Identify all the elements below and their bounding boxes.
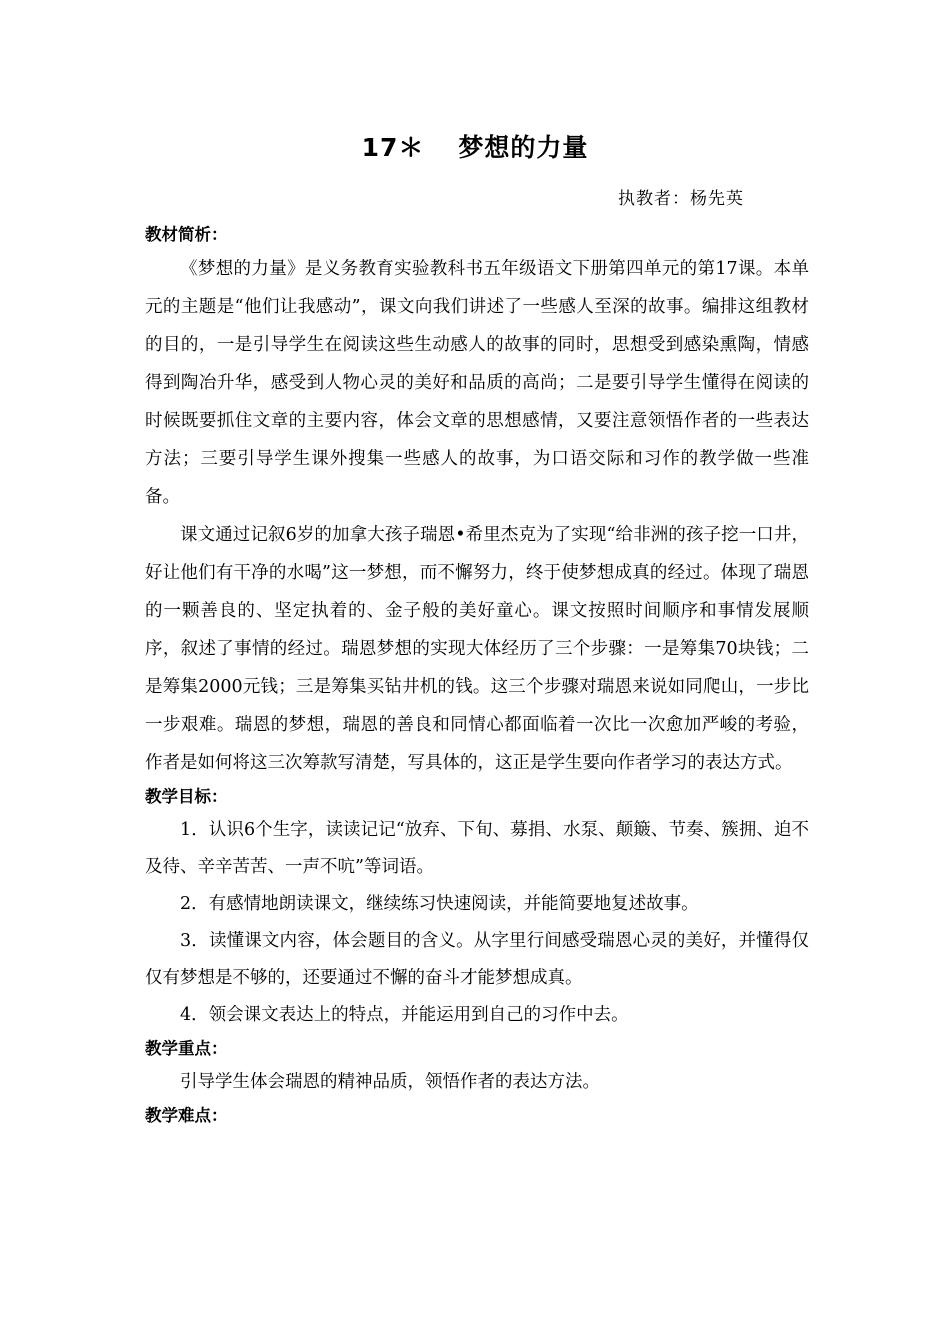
teacher-line: 执教者：杨先英 — [618, 189, 744, 209]
section-heading-key-points: 教学重点： — [145, 1039, 228, 1058]
goal-item-4: 4．领会课文表达上的特点，并能运用到自己的习作中去。 — [180, 1005, 629, 1025]
key-points-text: 引导学生体会瑞恩的精神品质，领悟作者的表达方法。 — [180, 1072, 600, 1092]
lesson-number: 17＊ — [361, 133, 425, 162]
section-heading-textbook: 教材简析： — [145, 225, 228, 244]
lesson-title: 梦想的力量 — [458, 133, 589, 162]
textbook-paragraph-2: 课文通过记叙6岁的加拿大孩子瑞恩•希里杰克为了实现“给非洲的孩子挖一口井，好让他们有干净的水喝”这一梦想，而不懈努力，终于使梦想成真的经过。体现了瑞恩的一颗善良的、坚定执着的、金子般的美好童心。课文按照时间顺序和事情发展顺序，叙述了事情的经过。瑞恩梦想的实现大体经历了三个步骤：一是筹集70块钱；二是筹集2000元钱；三是筹集买钻井机的钱。这三个步骤对瑞恩来说如同爬山，一步比一步艰难。瑞恩的梦想，瑞恩的善良和同情心都面临着一次比一次愈加严峻的考验，作者是如何将这三次筹款写清楚，写具体的，这正是学生要向作者学习的表达方式。 — [145, 525, 809, 773]
section-heading-goals: 教学目标： — [145, 787, 228, 806]
goal-item-2: 2．有感情地朗读课文，继续练习快速阅读，并能简要地复述故事。 — [180, 894, 699, 914]
goal-item-1: 1．认识6个生字，读读记记“放弃、下旬、募捐、水泵、颠簸、节奏、簇拥、迫不及待、辛辛苦苦、一声不吭”等词语。 — [145, 820, 809, 877]
document-title — [0, 128, 950, 168]
section-heading-difficulties: 教学难点： — [145, 1106, 228, 1125]
textbook-paragraph-1: 《梦想的力量》是义务教育实验教科书五年级语文下册第四单元的第17课。本单元的主题是“他们让我感动”，课文向我们讲述了一些感人至深的故事。编排这组教材的目的，一是引导学生在阅读这些生动感人的故事的同时，思想受到感染熏陶，情感得到陶冶升华，感受到人物心灵的美好和品质的高尚；二是要引导学生懂得在阅读的时候既要抓住文章的主要内容，体会文章的思想感情，又要注意领悟作者的一些表达方法；三要引导学生课外搜集一些感人的故事，为口语交际和习作的教学做一些准备。 — [145, 259, 809, 507]
goal-item-3: 3．读懂课文内容，体会题目的含义。从字里行间感受瑞恩心灵的美好，并懂得仅仅有梦想是不够的，还要通过不懈的奋斗才能梦想成真。 — [145, 931, 809, 988]
document-body — [145, 220, 809, 1131]
